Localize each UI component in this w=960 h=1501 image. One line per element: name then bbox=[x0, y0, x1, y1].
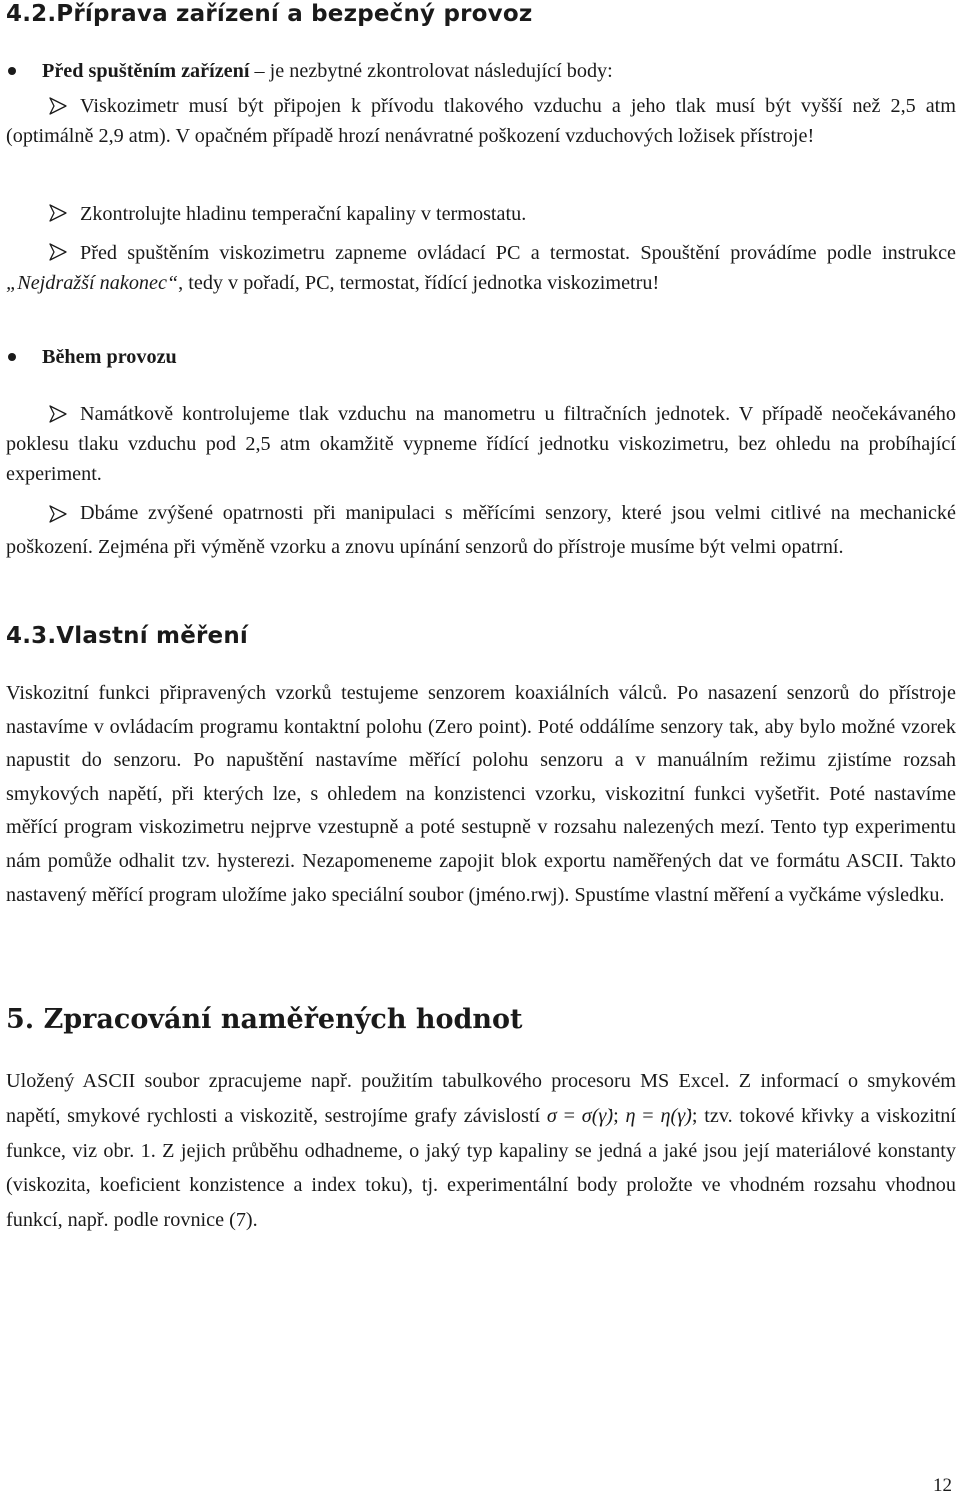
bullet-dot-icon bbox=[8, 67, 16, 75]
math-equals: = bbox=[556, 1104, 582, 1127]
checklist-item-sensor-care bbox=[6, 497, 956, 564]
item-text-before: Před spuštěním viskozimetru zapneme ovládací PC a termostat. Spouštění provádíme podle instrukce bbox=[80, 242, 956, 264]
checklist-item-air-pressure bbox=[6, 92, 956, 151]
page-number: 12 bbox=[933, 1475, 952, 1496]
math-eta-function: η(γ̇) bbox=[660, 1104, 692, 1127]
item-text: Viskozimetr musí být připojen k přívodu tlakového vzduchu a jeho tlak musí být vyšší než 2,5 atm (optimálně 2,9 atm). V opačném případě hrozí nenávratné poškození vzduchových ložisek přístroje! bbox=[6, 95, 956, 147]
bullet-dot-icon bbox=[8, 353, 16, 361]
chapter-title: Zpracování naměřených hodnot bbox=[43, 1004, 523, 1035]
item-text-after: , tedy v pořadí, PC, termostat, řídící jednotka viskozimetru! bbox=[178, 272, 660, 294]
math-sigma-function: σ(γ̇) bbox=[581, 1104, 614, 1127]
bullet-lead-rest: – je nezbytné zkontrolovat následující body: bbox=[249, 60, 613, 82]
bullet-lead-bold: Před spuštěním zařízení bbox=[42, 60, 250, 82]
section-number: 4.3. bbox=[6, 623, 57, 649]
measurement-paragraph bbox=[6, 677, 956, 912]
item-text: Dbáme zvýšené opatrnosti při manipulaci s měřícími senzory, které jsou velmi citlivé na mechanické poškození. Zejména při výměně vzorku a znovu upínání senzorů do přístroje musíme být velmi opatrní. bbox=[6, 502, 956, 558]
section-number: 4.2. bbox=[6, 1, 57, 27]
processing-paragraph bbox=[6, 1064, 956, 1238]
math-eta: η bbox=[625, 1104, 636, 1127]
chapter-number: 5. bbox=[6, 1004, 35, 1035]
math-equals: = bbox=[635, 1104, 661, 1127]
section-title: Příprava zařízení a bezpečný provoz bbox=[56, 1, 533, 27]
bullet-text bbox=[42, 56, 613, 86]
item-text-italic: „Nejdražší nakonec“ bbox=[6, 272, 179, 294]
checklist-item-pressure-monitoring bbox=[6, 399, 956, 489]
paragraph-text: Viskozitní funkci připravených vzorků testujeme senzorem koaxiálních válců. Po nasazení senzorů do přístroje nastavíme v ovládacím programu kontaktní polohu (Zero point). Poté oddálíme senzory tak, aby bylo možné vzorek napustit do senzoru. Po napuštění nastavíme měřící polohu senzoru a v manuálním režimu zjistíme rozsah smykových napětí, při kterých lze, s ohledem na konzistenci vzorku, viskozitní funkci vyšetřit. Poté nastavíme měřící program viskozimetru nejprve vzestupně a poté sestupně v rozsahu nalezených mezí. Tento typ experimentu nám pomůže odhalit tzv. hysterezi. Nezapomeneme zapojit blok exportu naměřených dat ve formátu ASCII. Takto nastavený měřící program uložíme jako speciální soubor (jméno.rwj). Spustíme vlastní měření a vyčkáme výsledku. bbox=[6, 682, 956, 906]
item-text: Namátkově kontrolujeme tlak vzduchu na manometru u filtračních jednotek. V případě neočekávaného poklesu tlaku vzduchu pod 2,5 atm okamžitě vypneme řídící jednotku viskozimetru, bez ohledu na probíhající experiment. bbox=[6, 403, 956, 485]
section-heading-4-2 bbox=[6, 0, 532, 28]
paragraph-text-part2: ; tzv. tokové křivky a viskozitní funkce, viz obr. 1. Z jejich průběhu odhadneme, o jaký typ kapaliny se jedná a jaké jsou její materiálové konstanty (viskozita, koeficient konzistence a index toku), tj. experimentální body proložte ve vhodném rozsahu vhodnou funkcí, např. podle rovnice (7). bbox=[6, 1104, 956, 1232]
math-separator: ; bbox=[613, 1104, 626, 1127]
chapter-heading-5 bbox=[6, 1003, 523, 1037]
checklist-item-startup-order bbox=[6, 238, 956, 298]
section-heading-4-3 bbox=[6, 622, 248, 650]
math-sigma: σ bbox=[546, 1104, 557, 1127]
paragraph-text-part1: Uložený ASCII soubor zpracujeme např. použitím tabulkového procesoru MS Excel. Z informací o smykovém napětí, smykové rychlosti a viskozitě, sestrojíme grafy závislostí bbox=[6, 1070, 956, 1127]
bullet-lead-bold: Během provozu bbox=[42, 346, 177, 368]
item-text: Zkontrolujte hladinu temperační kapaliny v termostatu. bbox=[80, 203, 527, 225]
section-title: Vlastní měření bbox=[56, 623, 249, 649]
checklist-item-thermostat-level bbox=[6, 199, 956, 229]
